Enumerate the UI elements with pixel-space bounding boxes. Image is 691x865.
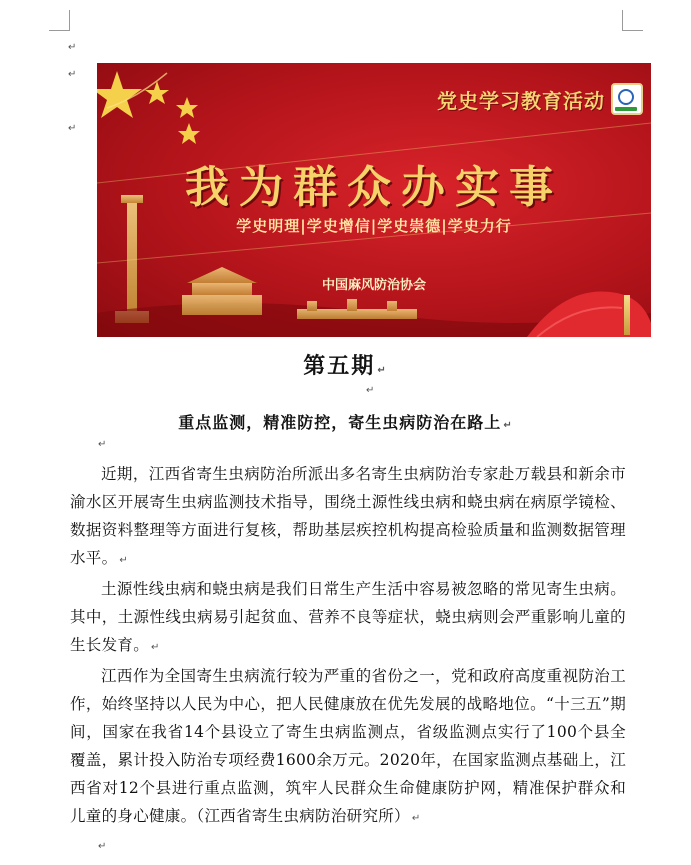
crop-mark-top-right [622,10,643,31]
article-paragraph [70,662,626,833]
banner-organization: 中国麻风防治协会 [321,278,426,293]
paragraph-mark-icon: ↵ [503,420,513,431]
association-logo-icon [611,83,643,115]
paragraph-mark-icon: ↵ [119,555,129,566]
article-paragraph-text: 近期，江西省寄生虫病防治所派出多名寄生虫病防治专家赴万载县和新余市渝水区开展寄生虫病监测技术指导，围绕土源性线虫病和蛲虫病在病原学镜检、数据资料整理等方面进行复核，帮助基层疾控机构提高检验质量和监测数据管理水平。 [70,465,626,567]
banner-slogans: 学史明理|学史增信|学史崇德|学史力行 [236,217,512,235]
article-paragraph-text: 土源性线虫病和蛲虫病是我们日常生产生活中容易被忽略的常见寄生虫病。其中，土源性线虫病易引起贫血、营养不良等症状，蛲虫病则会严重影响儿童的生长发育。 [70,580,626,654]
paragraph-mark-icon: ↵ [68,123,77,134]
paragraph-mark-icon: ↵ [377,365,388,376]
banner-activity-title: 党史学习教育活动 [437,89,605,113]
paragraph-mark-icon: ↵ [68,69,77,80]
banner-main-title: 我为群众办实事 [185,162,563,213]
paragraph-mark-icon: ↵ [68,42,77,53]
paragraph-mark-icon: ↵ [366,385,375,396]
article-headline [0,410,691,433]
issue-title [0,349,691,380]
banner-image [97,63,651,337]
issue-title-text: 第五期 [303,353,376,379]
article-paragraph-text: 江西作为全国寄生虫病流行较为严重的省份之一，党和政府高度重视防治工作，始终坚持以人民为中心，把人民健康放在优先发展的战略地位。“十三五”期间，国家在我省14个县设立了寄生虫病监测点，省级监测点实行了100个县全覆盖，累计投入防治专项经费1600余万元。2020年，在国家监测点基础上，江西省对12个县进行重点监测，筑牢人民群众生命健康防护网，精准保护群众和儿童的身心健康。（江西省寄生虫病防治研究所） [70,667,626,825]
paragraph-mark-icon: ↵ [98,841,107,852]
paragraph-mark-icon: ↵ [98,439,107,450]
paragraph-mark-icon: ↵ [151,642,160,653]
article-headline-text: 重点监测，精准防控，寄生虫病防治在路上 [178,413,502,432]
article-body [70,460,626,833]
paragraph-mark-icon: ↵ [411,813,421,824]
crop-mark-top-left [49,10,70,31]
article-paragraph [70,460,626,575]
article-paragraph [70,575,626,662]
